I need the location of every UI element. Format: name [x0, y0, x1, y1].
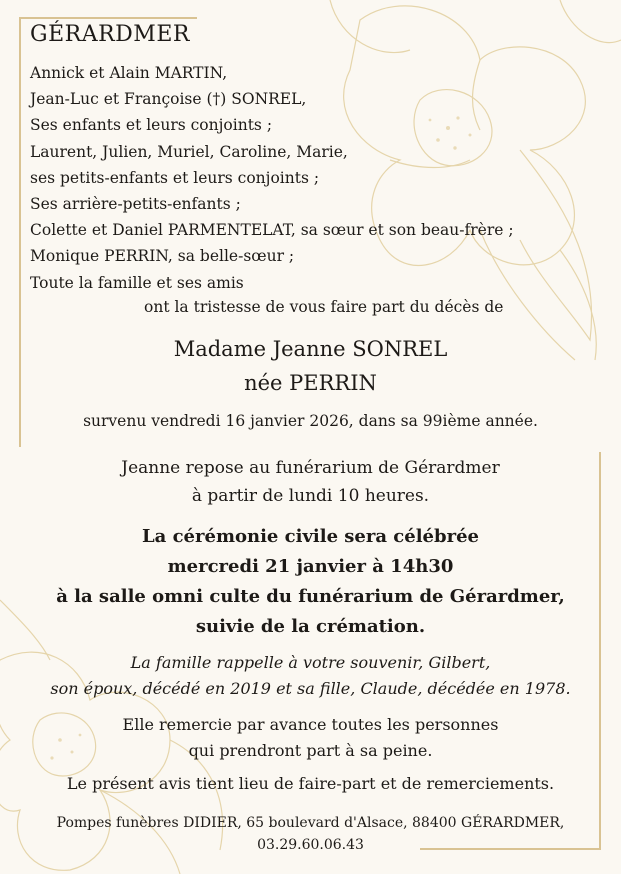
maiden-name: née PERRIN	[244, 371, 377, 395]
family-line: Monique PERRIN, sa belle-sœur ;	[30, 247, 295, 266]
funeral-home-address: Pompes funèbres DIDIER, 65 boulevard d'Alsace, 88400 GÉRARDMER,	[56, 815, 565, 831]
family-line: Ses enfants et leurs conjoints ;	[30, 116, 273, 135]
ceremony-block	[0, 522, 621, 642]
ceremony-line: suivie de la crémation.	[195, 616, 426, 637]
announcement-text: ont la tristesse de vous faire part du décès de	[144, 298, 504, 316]
memory-block	[0, 650, 621, 702]
death-date-line: survenu vendredi 16 janvier 2026, dans sa 99ième année.	[83, 412, 538, 430]
family-line: Ses arrière-petits-enfants ;	[30, 195, 241, 214]
family-line: Laurent, Julien, Muriel, Caroline, Marie,	[30, 142, 348, 161]
thanks-line: qui prendront part à sa peine.	[188, 741, 433, 760]
notice-title: GÉRARDMER	[30, 22, 190, 47]
ceremony-line: à la salle omni culte du funérarium de Gérardmer,	[56, 586, 565, 607]
memory-line: son époux, décédé en 2019 et sa fille, Claude, décédée en 1978.	[50, 679, 571, 698]
thanks-line: Elle remercie par avance toutes les personnes	[122, 715, 499, 734]
funeral-home-block	[0, 812, 621, 856]
funeral-home-phone: 03.29.60.06.43	[257, 837, 364, 853]
deceased-name: Madame Jeanne SONREL	[173, 337, 448, 361]
avis-line: Le présent avis tient lieu de faire-part et de remerciements.	[66, 774, 555, 793]
family-line: Annick et Alain MARTIN,	[30, 64, 228, 82]
ceremony-line: La cérémonie civile sera célébrée	[142, 526, 479, 547]
thanks-block	[0, 712, 621, 764]
repose-line: Jeanne repose au funérarium de Gérardmer	[121, 458, 500, 478]
family-line: Toute la famille et ses amis	[30, 273, 244, 292]
memory-line: La famille rappelle à votre souvenir, Gilbert,	[130, 653, 491, 672]
family-line: ses petits-enfants et leurs conjoints ;	[30, 168, 320, 187]
repose-block	[0, 454, 621, 510]
family-line: Colette et Daniel PARMENTELAT, sa sœur et son beau-frère ;	[30, 221, 514, 240]
family-list	[30, 60, 514, 296]
ceremony-line: mercredi 21 janvier à 14h30	[167, 556, 454, 577]
deceased-name-block	[0, 332, 621, 400]
repose-line: à partir de lundi 10 heures.	[191, 486, 430, 506]
family-line: Jean-Luc et Françoise (†) SONREL,	[30, 90, 307, 109]
